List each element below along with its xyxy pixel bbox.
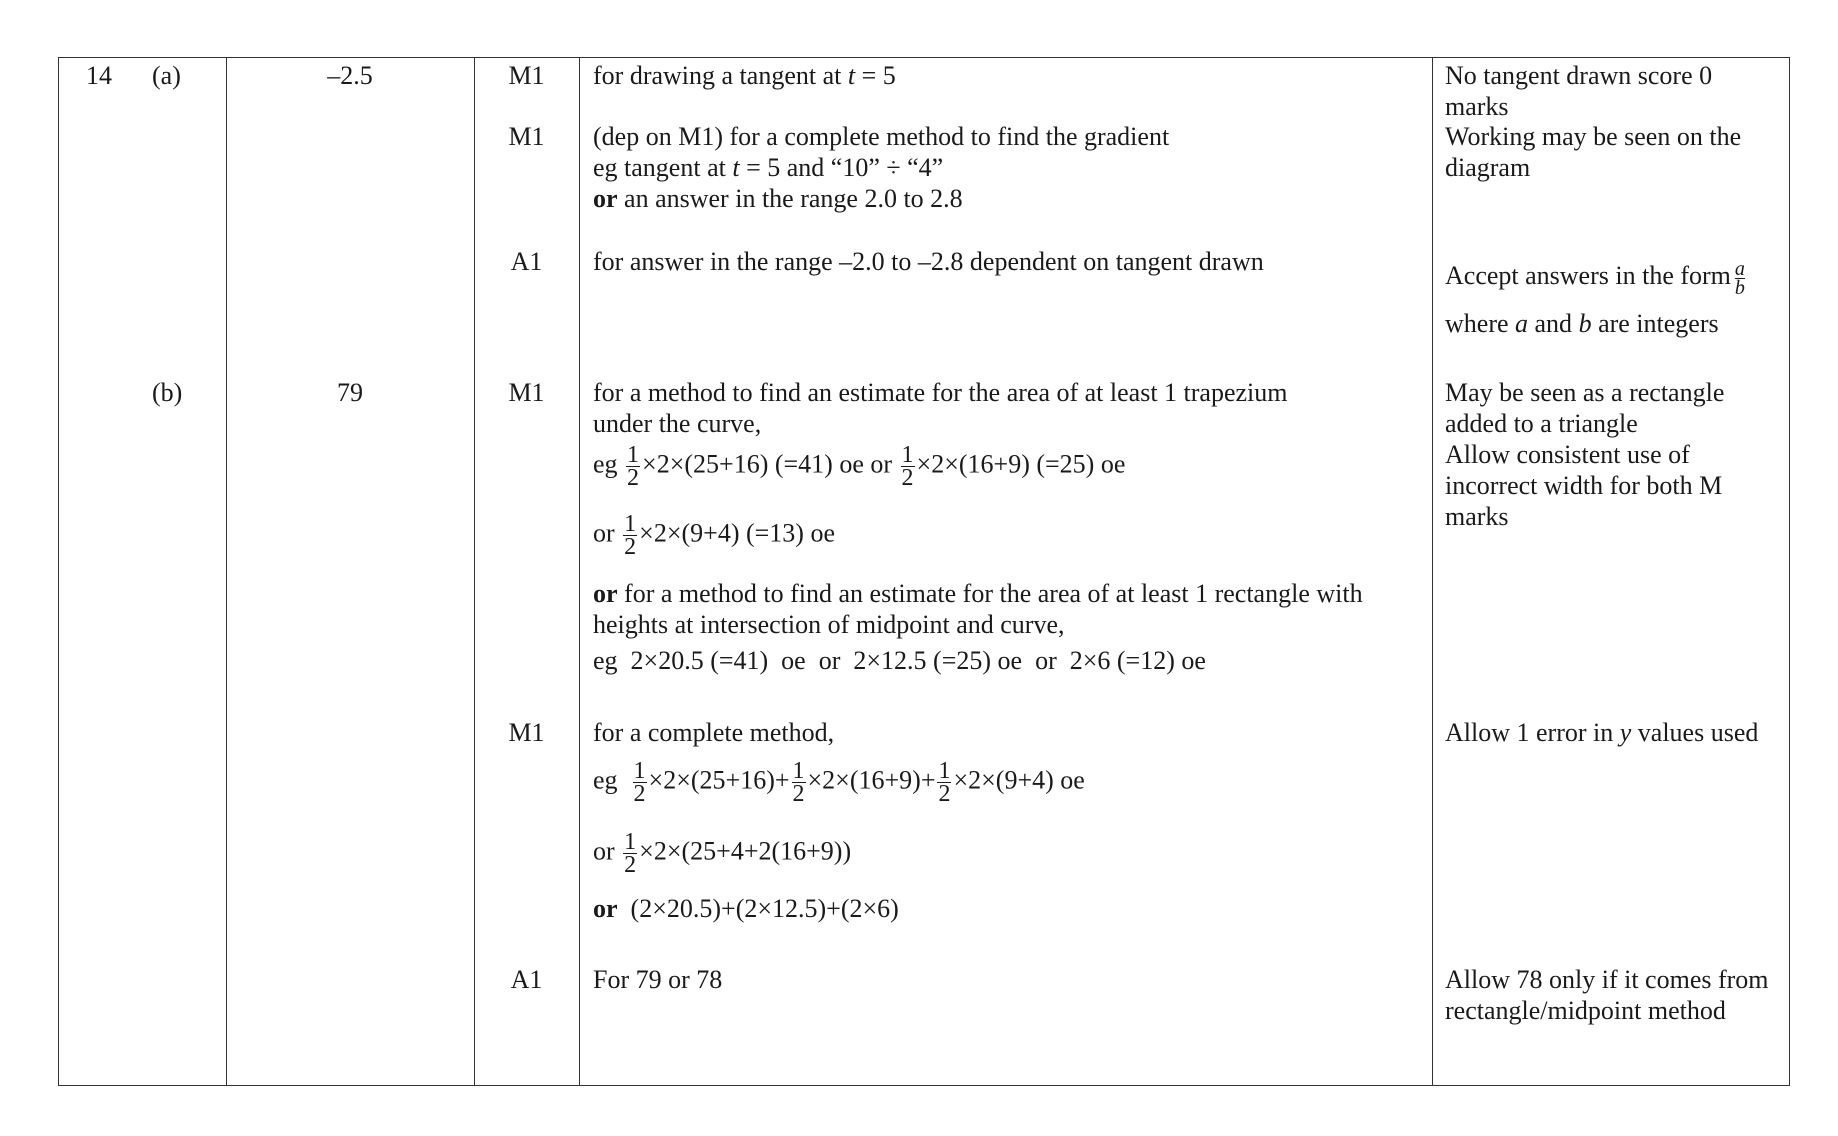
guidance-b1: [593, 377, 1288, 439]
or-keyword: or: [593, 579, 618, 608]
half-fraction: $\frac{1}{2}$: [792, 758, 805, 807]
part-b-label: (b): [152, 378, 183, 407]
question-number: 14: [86, 61, 112, 90]
or-label: or: [593, 518, 615, 548]
rectangle-method: [593, 578, 1363, 676]
column-divider: [226, 58, 227, 1085]
note-text: Allow 1 error in: [1445, 718, 1620, 747]
note-a3: [1445, 250, 1745, 339]
math-expression: ×2×(25+4+2(16+9)): [639, 836, 852, 866]
half-fraction: $\frac{1}{2}$: [938, 758, 951, 807]
note-text: are integers: [1591, 309, 1719, 338]
answer-a: –2.5: [327, 61, 373, 90]
math-expression: ×2×(9+4): [953, 765, 1054, 795]
note-b3: [1445, 964, 1769, 1026]
note-line: Allow consistent use of: [1445, 440, 1690, 469]
or-label: or: [593, 836, 615, 866]
note-line: No tangent drawn score 0: [1445, 61, 1713, 90]
answer-b: 79: [337, 378, 363, 407]
half-fraction: $\frac{1}{2}$: [624, 511, 637, 560]
guidance-line: for a method to find an estimate for the area of at least 1 trapezium: [593, 378, 1288, 407]
guidance-line: (dep on M1) for a complete method to find the gradient: [593, 122, 1170, 151]
note-b1: [1445, 377, 1724, 532]
half-fraction: $\frac{1}{2}$: [633, 758, 646, 807]
note-line: [1445, 250, 1745, 302]
note-line: rectangle/midpoint method: [1445, 996, 1726, 1025]
complete-expression-3: [593, 893, 899, 924]
note-a1: [1445, 60, 1712, 122]
trapezium-expression-2: [593, 513, 835, 558]
math-expression: ×2×(25+16): [642, 449, 769, 479]
math-expression: ×2×(9+4): [639, 518, 740, 548]
guidance-text: = 5 and “10” ÷ “4”: [739, 153, 944, 182]
mark-a2: M1: [508, 122, 545, 151]
note-text: and: [1528, 309, 1579, 338]
note-text: where: [1445, 309, 1516, 338]
guidance-line: [593, 183, 1169, 214]
variable: b: [1578, 309, 1592, 338]
oe-label: oe: [1100, 449, 1126, 479]
guidance-a3: for answer in the range –2.0 to –2.8 dependent on tangent drawn: [593, 247, 1264, 276]
variable: t: [847, 61, 856, 90]
half-fraction: $\frac{1}{2}$: [627, 442, 640, 491]
eg-label: eg: [593, 765, 618, 795]
mark-a3: A1: [510, 247, 543, 276]
note-line: added to a triangle: [1445, 409, 1638, 438]
column-divider: [579, 58, 580, 1085]
math-expression: ×2×(16+9)+: [807, 765, 936, 795]
note-line: Allow 78 only if it comes from: [1445, 965, 1769, 994]
guidance-a1: [593, 60, 896, 91]
mark-b3: A1: [510, 965, 543, 994]
guidance-b3: For 79 or 78: [593, 965, 723, 994]
trapezium-expression-1: [593, 444, 1125, 489]
guidance-b2: for a complete method,: [593, 718, 835, 747]
note-text: Accept answers in the form: [1445, 261, 1731, 290]
complete-expression-1: [593, 760, 1085, 805]
variable: t: [732, 153, 740, 182]
column-divider: [1432, 58, 1433, 1085]
oe-label: oe or: [839, 449, 893, 479]
math-expression: (2×20.5)+(2×12.5)+(2×6): [630, 894, 899, 923]
guidance-line: [593, 578, 1363, 609]
note-line: marks: [1445, 502, 1509, 531]
guidance-text: eg tangent at: [593, 153, 733, 182]
oe-label: oe: [1060, 765, 1085, 795]
mark-b1: M1: [508, 378, 545, 407]
variable: a: [1515, 309, 1529, 338]
note-line: [1445, 308, 1745, 339]
half-fraction: $\frac{1}{2}$: [624, 829, 637, 878]
math-result: (=13): [745, 518, 804, 548]
half-fraction: $\frac{1}{2}$: [901, 442, 914, 491]
oe-label: oe: [810, 518, 836, 548]
guidance-line: [593, 152, 1169, 183]
note-b2: [1445, 717, 1758, 748]
math-expression: ×2×(16+9): [916, 449, 1030, 479]
math-result: (=41): [774, 449, 833, 479]
guidance-line: under the curve,: [593, 409, 762, 438]
rectangle-expression: eg 2×20.5 (=41) oe or 2×12.5 (=25) oe or 2×6 (=12) oe: [593, 646, 1206, 675]
guidance-a2: [593, 121, 1169, 214]
note-text: values used: [1631, 718, 1759, 747]
eg-label: eg: [593, 449, 618, 479]
guidance-text: for a method to find an estimate for the area of at least 1 rectangle with: [617, 579, 1363, 608]
or-keyword: or: [593, 894, 618, 923]
mark-a1: M1: [508, 61, 545, 90]
a-over-b-fraction: $\frac{a}{b}$: [1734, 257, 1745, 299]
note-line: May be seen as a rectangle: [1445, 378, 1725, 407]
complete-expression-2: [593, 831, 851, 876]
note-a2: [1445, 121, 1741, 183]
note-line: incorrect width for both M: [1445, 471, 1723, 500]
guidance-text: an answer in the range 2.0 to 2.8: [617, 184, 963, 213]
guidance-text: = 5: [855, 61, 896, 90]
note-line: marks: [1445, 92, 1509, 121]
guidance-line: heights at intersection of midpoint and curve,: [593, 610, 1065, 639]
math-expression: ×2×(25+16)+: [648, 765, 790, 795]
part-a-label: (a): [152, 61, 181, 90]
note-line: Working may be seen on the: [1445, 122, 1742, 151]
guidance-text: for drawing a tangent at: [593, 61, 848, 90]
mark-b2: M1: [508, 718, 545, 747]
variable: y: [1619, 718, 1632, 747]
note-line: diagram: [1445, 153, 1531, 182]
column-divider: [474, 58, 475, 1085]
or-keyword: or: [593, 184, 618, 213]
math-result: (=25): [1036, 449, 1095, 479]
